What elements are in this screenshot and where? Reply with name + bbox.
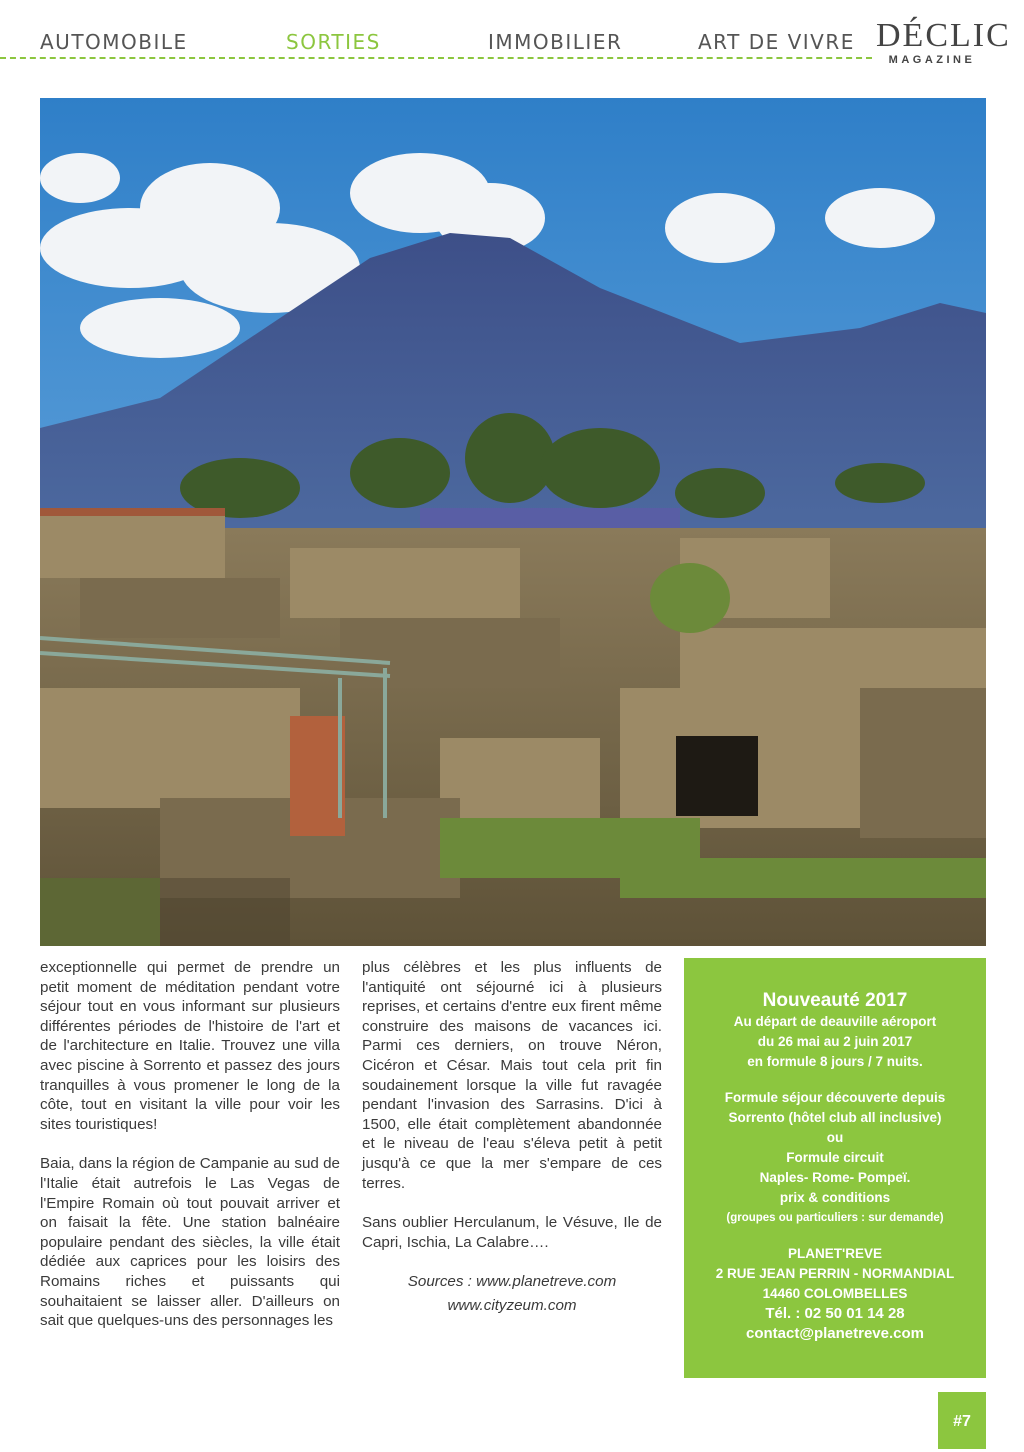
logo-title: DÉCLIC [876,17,1011,54]
article-column-1 [40,958,340,1351]
promo-line: (groupes ou particuliers : sur demande) [726,1212,944,1224]
promo-spacer [684,1072,986,1088]
promo-line: Naples- Rome- Pompeï. [759,1170,911,1185]
agency-phone[interactable]: Tél. : 02 50 01 14 28 [765,1305,905,1322]
promo-title: Nouveauté 2017 [762,990,908,1011]
promo-line: Sorrento (hôtel club all inclusive) [728,1110,942,1125]
promo-line: en formule 8 jours / 7 nuits. [747,1054,923,1069]
promo-line: Formule séjour découverte depuis [724,1090,946,1105]
magazine-logo [876,17,1011,66]
nav-item-immobilier[interactable]: IMMOBILIER [488,30,623,54]
agency-address: 2 RUE JEAN PERRIN - NORMANDIAL [715,1266,955,1281]
logo-subtitle: MAGAZINE [888,54,976,66]
article-column-2 [362,958,662,1316]
nav-item-automobile[interactable]: AUTOMOBILE [40,30,188,54]
pompeii-photo [40,98,986,946]
nav-item-sorties[interactable]: SORTIES [286,30,381,54]
agency-name: PLANET'REVE [788,1246,882,1261]
agency-email[interactable]: contact@planetreve.com [745,1325,924,1342]
promo-spacer [684,1228,986,1244]
page-number: #7 [938,1392,986,1449]
agency-address: 14460 COLOMBELLES [762,1286,908,1301]
promo-line: ou [826,1130,844,1145]
article-paragraph: exceptionnelle qui permet de prendre un petit moment de méditation pendant votre séjour tout en vous informant sur plusieurs différentes périodes de l'histoire de l'art et de l'architecture en Italie. Trouvez une villa avec piscine à Sorrento et passez des jours tranquilles à vous promener le long de la côte, tout en visitant la ville pour voir les sites touristiques! [40,959,340,1133]
nav-item-art-de-vivre[interactable]: ART DE VIVRE [698,30,855,54]
promo-line: prix & conditions [779,1190,891,1205]
article-paragraph: Baia, dans la région de Campanie au sud de l'Italie était autrefois le Las Vegas de l'Empire Romain où tout pouvait arriver et on faisait la fête. Une station balnéaire populaire pendant des siècles, la ville était dédiée aux caprices pour les loisirs des Romains riches et puissants qui souhaitaient se laisser aller. D'ailleurs on sait que quelques-uns des personnages les [40,1155,340,1330]
article-paragraph: Sans oublier Herculanum, le Vésuve, Ile de Capri, Ischia, La Calabre…. [362,1214,662,1251]
promo-line: du 26 mai au 2 juin 2017 [757,1034,913,1049]
article-paragraph: plus célèbres et les plus influents de l'antiquité ont séjourné ici à plusieurs reprises, et certains d'entre eux firent même construire des maisons de vacances ici. Parmi ces derniers, on trouve Néron, Cicéron et César. Mais tout cela prit fin soudainement lorsque la ville fut ravagée pendant l'invasion des Sarrasins. D'ici à 1500, elle était complètement abandonnée et le niveau de l'eau s'éleva petit à petit jusqu'à ce que la mer s'empare de ces terres. [362,959,662,1192]
sources-line: www.cityzeum.com [447,1296,577,1314]
sources-line: Sources : www.planetreve.com [407,1273,617,1291]
top-navigation [0,28,1024,58]
photo-illustration [40,98,986,946]
promo-box [684,958,986,1378]
promo-line: Formule circuit [786,1150,884,1165]
promo-line: Au départ de deauville aéroport [733,1014,937,1029]
nav-divider [0,57,872,59]
